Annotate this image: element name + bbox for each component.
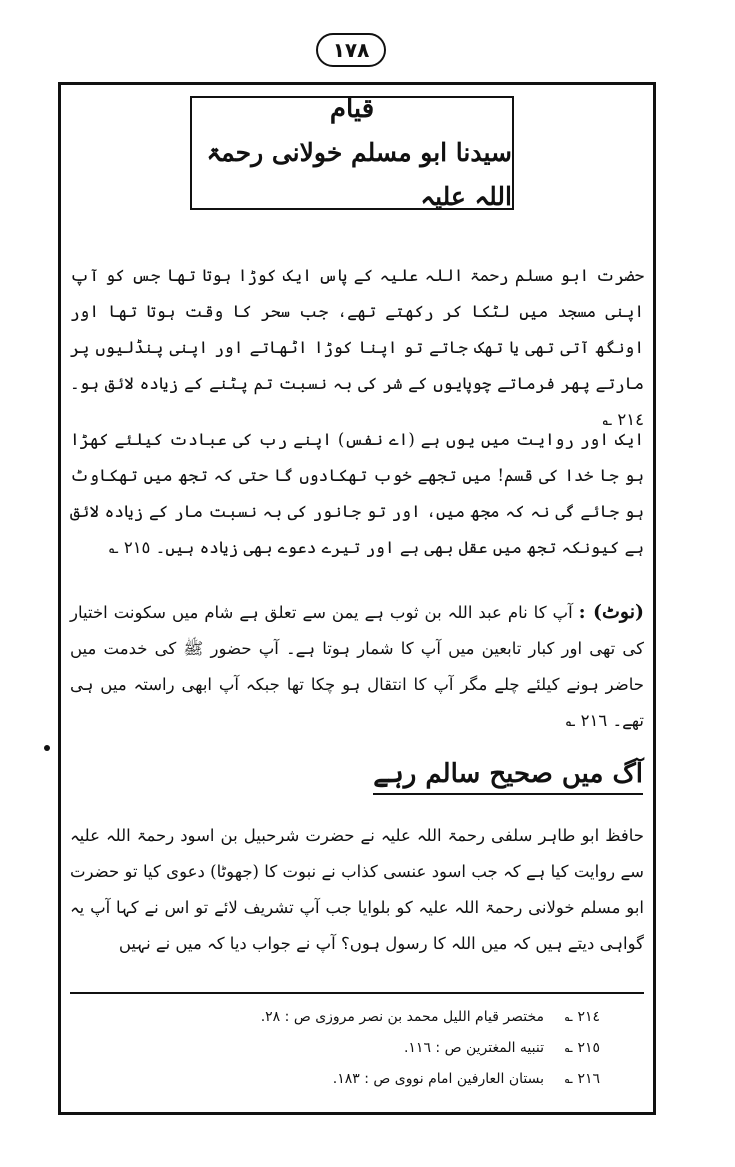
footnote-number: ٢١٦ ؎ bbox=[564, 1071, 600, 1087]
paragraph-note bbox=[70, 594, 644, 739]
footnote-divider bbox=[70, 992, 644, 994]
footnote-item bbox=[150, 1033, 600, 1064]
footnote-number: ٢١٤ ؎ bbox=[564, 1009, 600, 1025]
footnote-text: مختصر قيام الليل محمد بن نصر مروزی ص : ٢٨. bbox=[260, 1009, 544, 1025]
chapter-title: قیام bbox=[329, 94, 375, 124]
footnote-item bbox=[150, 1002, 600, 1033]
footnote-text: بستان العارفين امام نووی ص : ١٨٣. bbox=[332, 1071, 544, 1087]
footnote-number: ٢١٥ ؎ bbox=[564, 1040, 600, 1056]
paragraph-1: حضرت ابو مسلم رحمۃ اللہ علیہ کے پاس ایک کوڑا ہوتا تھا جس کو آپ اپنی مسجد میں لٹکا کر رکھتے تھے، جب سحر کا وقت ہوتا تھا اور اونگھ آتی تھی یا تھک جاتے تو اپنا کوڑا اٹھاتے اور اپنی پنڈلیوں پر مارتے پھر فرماتے چوپایوں کے شر کی بہ نسبت تم پٹنے کے زیادہ لائق ہو۔ ٢١٤ ؎ bbox=[70, 266, 644, 429]
paragraph-4: حافظ ابو طاہر سلفی رحمۃ اللہ علیہ نے حضرت شرحبیل بن اسود رحمۃ اللہ علیہ سے روایت کیا ہے کہ جب اسود عنسی کذاب نے نبوت کا (جھوٹا) دعوی کیا تو حضرت ابو مسلم خولانی رحمۃ اللہ علیہ کو بلوایا جب آپ تشریف لائے تو اس نے کہا آپ یہ گواہی دیتے ہیں کہ میں اللہ کا رسول ہوں؟ آپ نے جواب دیا کہ میں نے نہیں bbox=[70, 826, 644, 953]
chapter-subtitle: سیدنا ابو مسلم خولانی رحمۃ اللہ علیہ bbox=[206, 138, 512, 211]
note-label: (نوٹ) : bbox=[578, 601, 644, 623]
page-number: ١٧٨ bbox=[316, 33, 386, 67]
note-text: آپ کا نام عبد اللہ بن ثوب ہے یمن سے تعلق ہے شام میں سکونت اختیار کی تھی اور کبار تابعین میں آپ کا شمار ہوتا ہے۔ آپ حضور ﷺ کی خدمت میں حاضر ہونے کیلئے چلے مگر آپ کا انتقال ہو چکا تھا جبکہ آپ ابھی راستہ میں ہی تھے۔ ٢١٦ ؎ bbox=[70, 603, 644, 730]
margin-dot bbox=[44, 745, 50, 751]
footnote-item bbox=[150, 1064, 600, 1095]
section-heading: آگ میں صحیح سالم رہے bbox=[373, 757, 643, 795]
title-box bbox=[190, 96, 514, 210]
footnote-text: تنبيه المغترين ص : ١١٦. bbox=[403, 1040, 544, 1056]
footnotes bbox=[150, 1002, 600, 1095]
paragraph-2: ایک اور روایت میں یوں ہے (اے نفس) اپنے رب کی عبادت کیلئے کھڑا ہو جا خدا کی قسم! میں تجھے خوب تھکادوں گا حتی کہ تجھ میں تھکاوٹ ہو جائے گی نہ کہ مجھ میں، اور تو جانور کی بہ نسبت مار کے زیادہ لائق ہے کیونکہ تجھ میں عقل بھی ہے اور تیرے دعوے بھی زیادہ ہیں۔ ٢١٥ ؎ bbox=[70, 430, 644, 557]
